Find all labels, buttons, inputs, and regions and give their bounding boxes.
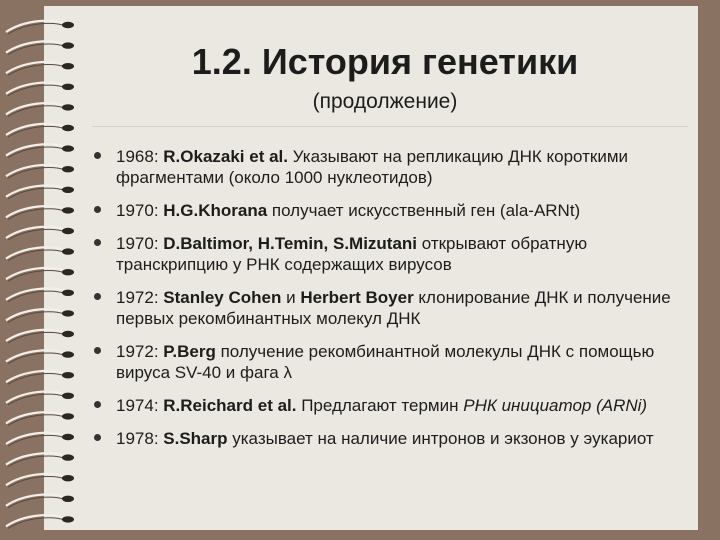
spiral-ring-icon: [6, 247, 74, 260]
spiral-ring-icon: [6, 309, 74, 322]
item-text: получает искусственный ген (ala-ARNt): [267, 201, 581, 220]
item-text: клонирование ДНК и получение первых рекомбинантных молекул ДНК: [116, 288, 671, 328]
item-year: 1974:: [116, 396, 164, 415]
item-name: R.Reichard et al.: [163, 396, 297, 415]
item-text: открывают обратную транскрипцию у РНК содержащих вирусов: [116, 234, 588, 274]
spiral-ring-icon: [6, 392, 74, 405]
title-block: [90, 40, 680, 116]
spiral-binding-icon: [0, 14, 90, 534]
title-divider: [92, 126, 688, 127]
list-item: [90, 200, 690, 221]
spiral-ring-icon: [6, 186, 74, 199]
item-year: 1970:: [116, 234, 164, 253]
spiral-ring-icon: [6, 124, 74, 137]
spiral-ring-icon: [6, 165, 74, 178]
spiral-ring-icon: [6, 330, 74, 343]
item-name-2: Herbert Boyer: [300, 288, 414, 307]
spiral-ring-icon: [6, 62, 74, 75]
spiral-ring-icon: [6, 474, 74, 487]
item-name: S.Sharp: [163, 429, 228, 448]
item-name: Stanley Cohen: [163, 288, 282, 307]
bullet-icon: [94, 347, 101, 354]
bullet-icon: [94, 434, 101, 441]
bullet-icon: [94, 206, 101, 213]
item-text: Предлагают термин: [296, 396, 464, 415]
list-item: [90, 146, 690, 188]
item-name: R.Okazaki et al.: [163, 147, 288, 166]
list-item: [90, 233, 690, 275]
history-list: [90, 146, 690, 461]
spiral-ring-icon: [6, 206, 74, 219]
item-name: D.Baltimor, H.Temin, S.Mizutani: [163, 234, 418, 253]
list-item: [90, 341, 690, 383]
bullet-icon: [94, 152, 101, 159]
item-text: указывает на наличие интронов и экзонов у эукариот: [227, 429, 654, 448]
spiral-ring-icon: [6, 350, 74, 363]
item-term: РНК инициатор (ARNi): [463, 396, 648, 415]
bullet-icon: [94, 239, 101, 246]
item-name: H.G.Khorana: [163, 201, 268, 220]
item-name: P.Berg: [163, 342, 216, 361]
spiral-ring-icon: [6, 289, 74, 302]
page-subtitle: (продолжение): [312, 90, 458, 113]
item-year: 1972:: [116, 288, 164, 307]
page-title: 1.2. История генетики: [191, 41, 579, 82]
spiral-ring-icon: [6, 453, 74, 466]
spiral-ring-icon: [6, 21, 74, 34]
list-item: [90, 395, 690, 416]
item-conjunction: и: [281, 288, 301, 307]
spiral-ring-icon: [6, 371, 74, 384]
bullet-icon: [94, 293, 101, 300]
bullet-icon: [94, 401, 101, 408]
item-year: 1968:: [116, 147, 164, 166]
spiral-ring-icon: [6, 495, 74, 508]
list-item: [90, 428, 690, 449]
spiral-ring-icon: [6, 268, 74, 281]
spiral-ring-icon: [6, 515, 74, 528]
spiral-ring-icon: [6, 83, 74, 96]
item-year: 1970:: [116, 201, 164, 220]
spiral-ring-icon: [6, 41, 74, 54]
item-year: 1972:: [116, 342, 164, 361]
item-text: Указывают на репликацию ДНК короткими фрагментами (около 1000 нуклеотидов): [116, 147, 629, 187]
list-item: [90, 287, 690, 329]
spiral-ring-icon: [6, 412, 74, 425]
item-year: 1978:: [116, 429, 164, 448]
spiral-ring-icon: [6, 433, 74, 446]
spiral-ring-icon: [6, 144, 74, 157]
spiral-ring-icon: [6, 227, 74, 240]
spiral-ring-icon: [6, 103, 74, 116]
item-text: получение рекомбинантной молекулы ДНК с помощью вируса SV-40 и фага λ: [116, 342, 655, 382]
